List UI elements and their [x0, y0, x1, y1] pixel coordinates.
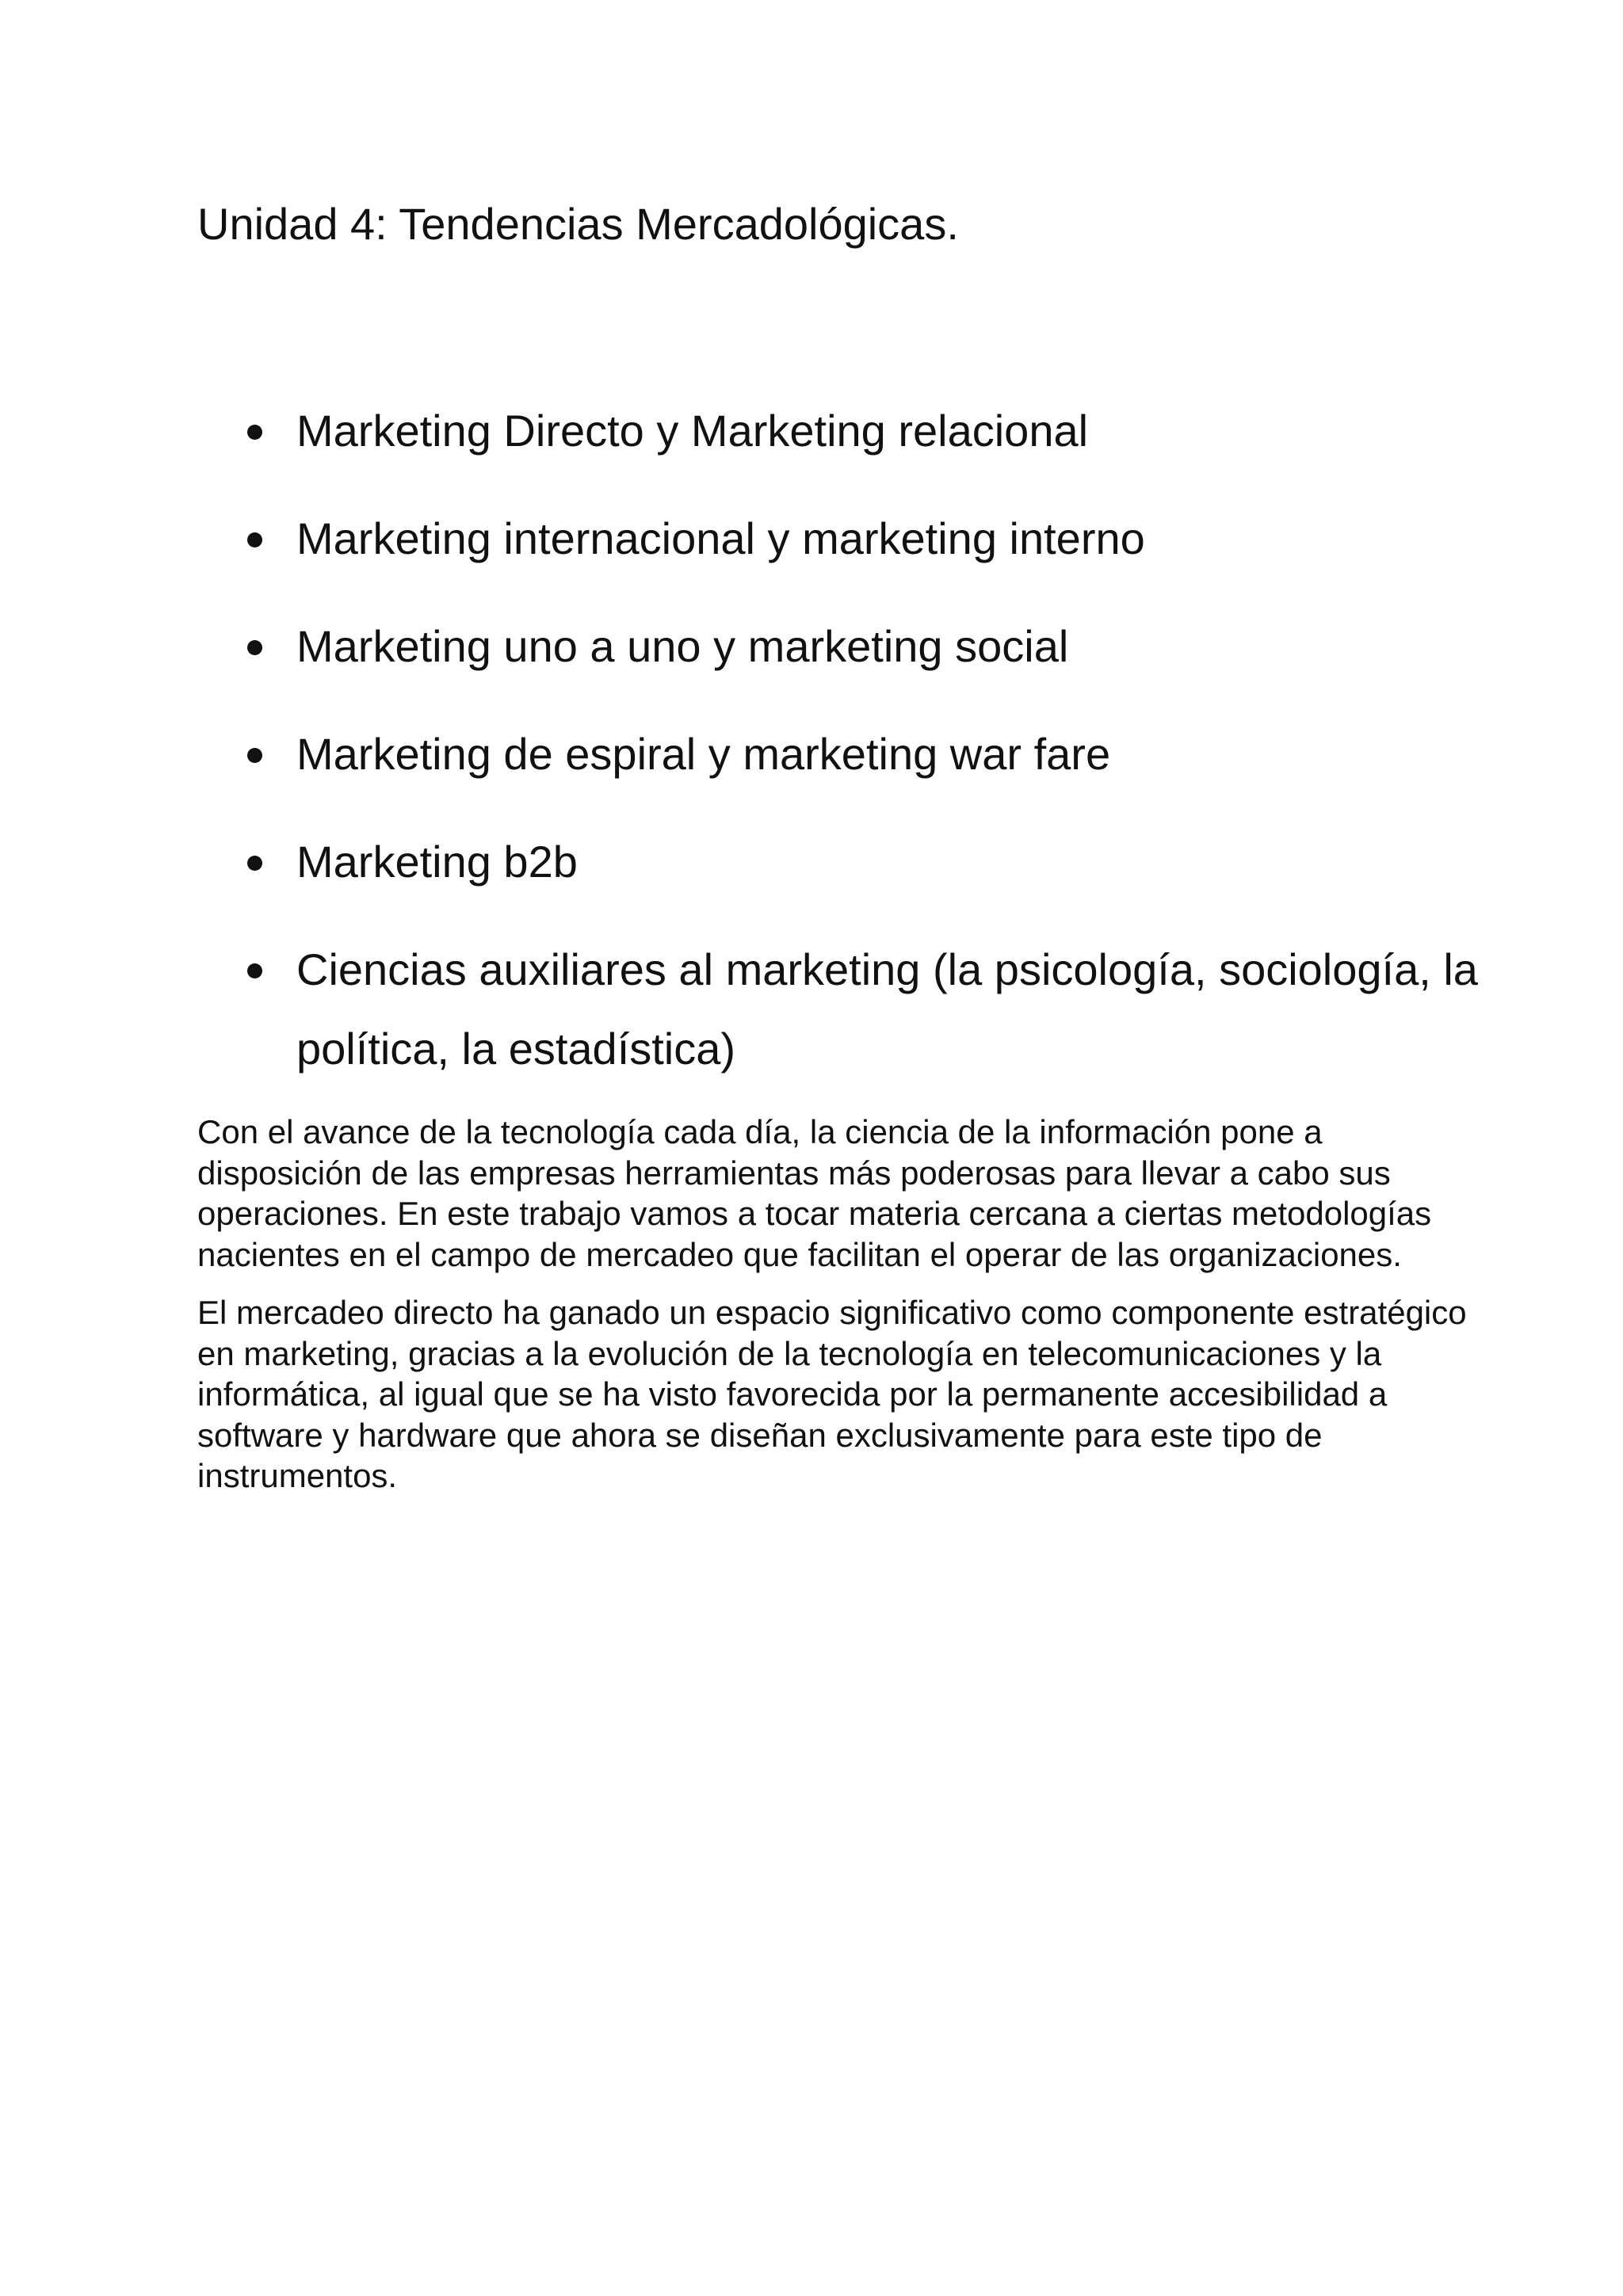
list-item — [247, 607, 1484, 686]
list-item-text: Marketing b2b — [296, 837, 578, 887]
bullet-icon — [247, 532, 262, 547]
list-item-text: Marketing Directo y Marketing relacional — [296, 406, 1089, 456]
direct-marketing-paragraph: El mercadeo directo ha ganado un espacio significativo como componente estratégico en marketing, gracias a la evolución de la tecnología en telecomunicaciones y la informática, al igual que se ha visto favorecida por la permanente accesibilidad a software y hardware que ahora se diseñan exclusivamente para este tipo de instrumentos. — [197, 1294, 1467, 1494]
list-item — [247, 715, 1484, 794]
bullet-icon — [247, 640, 262, 655]
bullet-icon — [247, 425, 262, 440]
bullet-icon — [247, 856, 262, 871]
page-title: Unidad 4: Tendencias Mercadológicas. — [197, 199, 959, 249]
bullet-icon — [247, 963, 262, 978]
intro-paragraph: Con el avance de la tecnología cada día, la ciencia de la información pone a disposición de las empresas herramientas más poderosas para llevar a cabo sus operaciones. En este trabajo vamos a tocar materia cercana a ciertas metodologías nacientes en el campo de mercadeo que facilitan el operar de las organizaciones. — [197, 1113, 1432, 1273]
list-item — [247, 822, 1484, 902]
list-item-text: Marketing de espiral y marketing war fare — [296, 729, 1111, 779]
list-item — [247, 930, 1484, 1089]
list-item-text: Marketing uno a uno y marketing social — [296, 621, 1069, 671]
bullet-icon — [247, 748, 262, 763]
topic-list — [247, 391, 1484, 1117]
list-item — [247, 391, 1484, 471]
list-item — [247, 499, 1484, 578]
list-item-text: Marketing internacional y marketing interno — [296, 513, 1145, 563]
list-item-text: Ciencias auxiliares al marketing (la psicología, sociología, la política, la estadística) — [296, 944, 1478, 1074]
